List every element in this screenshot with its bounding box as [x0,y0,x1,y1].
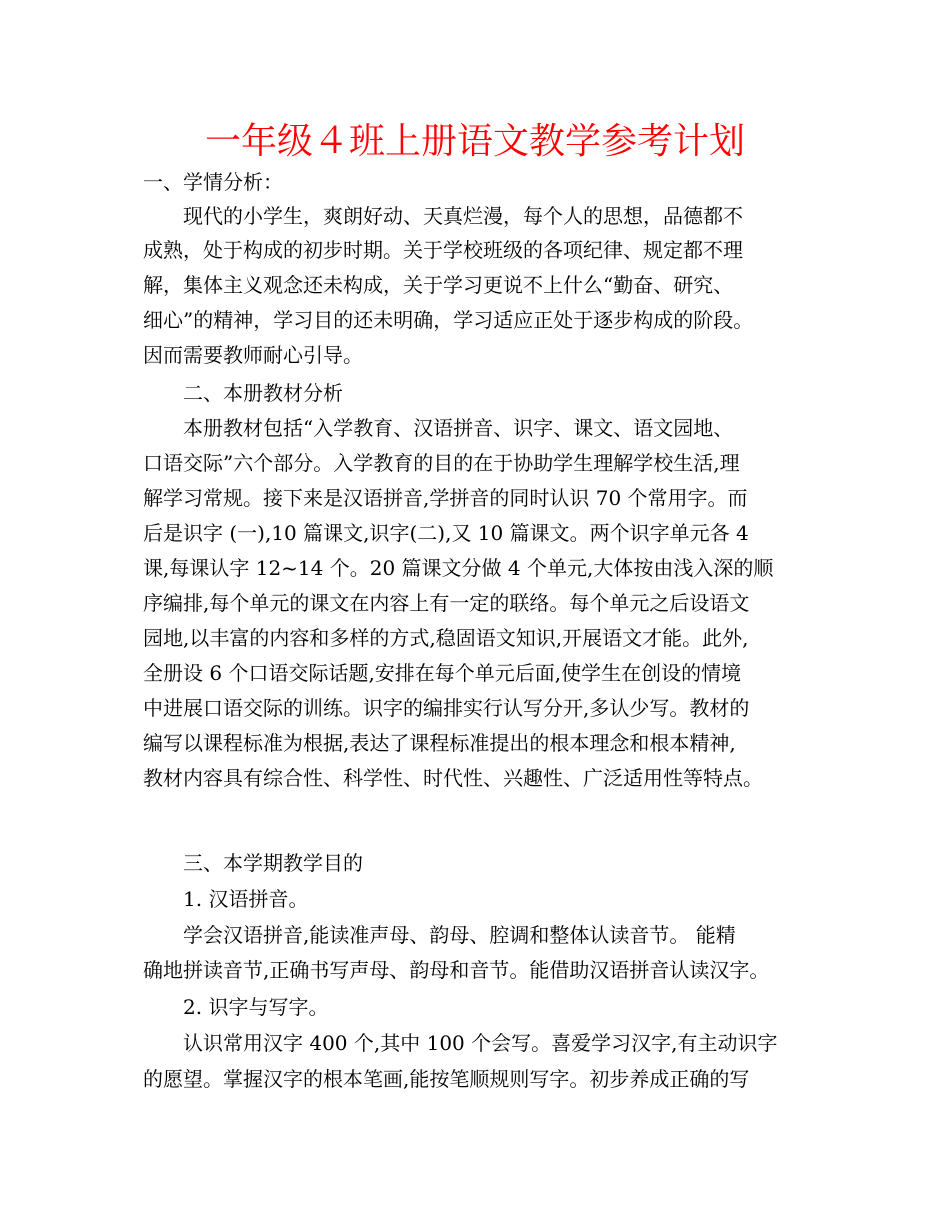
paragraph-line: 因而需要教师耐心引导。 [143,343,363,367]
subsection-heading: 1. 汉语拼音。 [183,887,309,911]
paragraph-line: 课,每课认字 12~14 个。20 篇课文分做 4 个单元,大体按由浅入深的顺 [143,556,774,580]
paragraph-line: 学会汉语拼音,能读准声母、韵母、腔调和整体认读音节。 能精 [183,923,736,947]
document-title: 一年级４班上册语文教学参考计划 [204,121,745,162]
section-heading-1: 一、学情分析： [143,170,283,194]
subsection-heading: 2. 识字与写字。 [183,995,329,1019]
section-heading-3: 三、本学期教学目的 [183,851,363,875]
paragraph-line: 本册教材包括“入学教育、汉语拼音、识字、课文、语文园地、 [183,416,734,440]
paragraph-line: 教材内容具有综合性、科学性、时代性、兴趣性、广泛适用性等特点。 [143,766,763,790]
paragraph-line: 园地,以丰富的内容和多样的方式,稳固语文知识,开展语文才能。此外, [143,626,749,650]
paragraph-line: 口语交际”六个部分。入学教育的目的在于协助学生理解学校生活,理 [143,451,740,475]
paragraph-line: 中进展口语交际的训练。识字的编排实行认写分开,多认少写。教材的 [143,696,750,720]
paragraph-line: 序编排,每个单元的课文在内容上有一定的联络。每个单元之后设语文 [143,591,750,615]
paragraph-line: 细心”的精神，学习目的还未明确，学习适应正处于逐步构成的阶段。 [143,308,754,332]
paragraph-line: 的愿望。掌握汉字的根本笔画,能按笔顺规则写字。初步养成正确的写 [143,1067,750,1091]
paragraph-line: 编写以课程标准为根据,表达了课程标准提出的根本理念和根本精神, [143,731,736,755]
paragraph-line: 认识常用汉字 400 个,其中 100 个会写。喜爱学习汉字,有主动识字 [183,1031,778,1055]
paragraph-line: 全册设 6 个口语交际话题,安排在每个单元后面,使学生在创设的情境 [143,661,742,685]
paragraph-line: 解学习常规。接下来是汉语拼音,学拼音的同时认识 70 个常用字。而 [143,486,748,510]
paragraph-line: 现代的小学生，爽朗好动、天真烂漫，每个人的思想，品德都不 [183,204,743,228]
paragraph-line: 后是识字 (一),10 篇课文,识字(二),又 10 篇课文。两个识字单元各 4 [143,521,749,545]
paragraph-line: 确地拼读音节,正确书写声母、韵母和音节。能借助汉语拼音认读汉字。 [143,958,770,982]
section-heading-2: 二、本册教材分析 [183,381,343,405]
paragraph-line: 解，集体主义观念还未构成，关于学习更说不上什么“勤奋、研究、 [143,273,734,297]
paragraph-line: 成熟，处于构成的初步时期。关于学校班级的各项纪律、规定都不理 [143,238,743,262]
